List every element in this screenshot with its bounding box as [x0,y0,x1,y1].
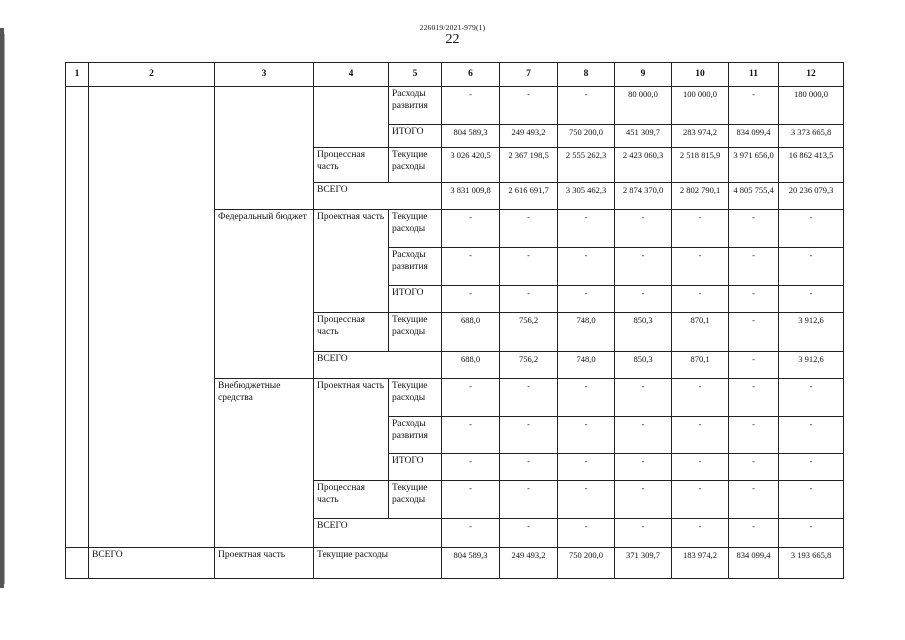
value-cell: - [442,87,500,125]
value-cell: - [500,481,558,519]
value-cell: - [615,454,672,481]
value-cell: - [615,286,672,313]
value-cell: - [729,210,779,248]
col-header: 3 [215,63,314,87]
header-row [66,63,844,87]
part-label: Процессная часть [314,148,389,183]
expense-type: ИТОГО [389,286,442,313]
value-cell: - [500,87,558,125]
expense-type: Текущие расходы [314,548,442,579]
value-cell: 850,3 [615,352,672,379]
part-label: Процессная часть [314,481,389,519]
value-cell: 688,0 [442,352,500,379]
total-label: ВСЕГО [314,352,442,379]
value-cell: - [442,248,500,286]
value-cell: 3 305 462,3 [558,183,615,210]
value-cell: 748,0 [558,352,615,379]
cell-col1 [66,87,89,548]
value-cell: - [779,519,844,548]
value-cell: 451 309,7 [615,125,672,148]
value-cell: - [500,210,558,248]
value-cell: - [615,417,672,454]
value-cell: 870,1 [672,352,729,379]
value-cell: - [442,481,500,519]
value-cell: 834 099,4 [729,548,779,579]
value-cell: - [558,417,615,454]
value-cell: - [558,481,615,519]
value-cell: 3 026 420,5 [442,148,500,183]
value-cell: - [672,248,729,286]
value-cell: - [729,248,779,286]
value-cell: - [779,379,844,417]
expense-type: Текущие расходы [389,210,442,248]
value-cell: - [442,454,500,481]
value-cell: - [779,481,844,519]
value-cell: - [558,454,615,481]
value-cell: - [672,481,729,519]
cell-col2 [89,87,215,548]
value-cell: - [779,454,844,481]
value-cell: - [729,519,779,548]
value-cell: - [500,248,558,286]
value-cell: 3 193 665,8 [779,548,844,579]
value-cell: 100 000,0 [672,87,729,125]
value-cell: - [779,417,844,454]
value-cell: - [558,210,615,248]
col-header: 9 [615,63,672,87]
col-header: 11 [729,63,779,87]
cell-col1 [66,548,89,579]
cell-col4 [314,87,389,148]
value-cell: 688,0 [442,313,500,352]
scan-edge-line [4,34,5,584]
col-header: 6 [442,63,500,87]
page-number: 22 [445,32,460,47]
value-cell: 3 912,6 [779,313,844,352]
value-cell: 371 309,7 [615,548,672,579]
source-label: Внебюджетные средства [215,379,314,548]
value-cell: 804 589,3 [442,548,500,579]
value-cell: - [672,417,729,454]
value-cell: - [615,519,672,548]
value-cell: 804 589,3 [442,125,500,148]
value-cell: - [729,379,779,417]
value-cell: - [779,248,844,286]
value-cell: 3 971 656,0 [729,148,779,183]
value-cell: - [558,248,615,286]
table-row [66,548,844,579]
value-cell: 2 874 370,0 [615,183,672,210]
value-cell: - [779,286,844,313]
part-label: Процессная часть [314,313,389,352]
col-header: 1 [66,63,89,87]
part-label: Проектная часть [314,210,389,313]
expense-type: Текущие расходы [389,148,442,183]
expense-type: Текущие расходы [389,379,442,417]
value-cell: 283 974,2 [672,125,729,148]
expense-type: ИТОГО [389,125,442,148]
col-header: 7 [500,63,558,87]
total-label: ВСЕГО [314,519,442,548]
value-cell: 183 974,2 [672,548,729,579]
value-cell: - [558,519,615,548]
expense-type: Текущие расходы [389,481,442,519]
value-cell: - [672,286,729,313]
col-header: 2 [89,63,215,87]
value-cell: 249 493,2 [500,125,558,148]
value-cell: 750 200,0 [558,125,615,148]
value-cell: - [442,519,500,548]
value-cell: - [442,379,500,417]
value-cell: 756,2 [500,352,558,379]
value-cell: 3 912,6 [779,352,844,379]
value-cell: 2 616 691,7 [500,183,558,210]
value-cell: 4 805 755,4 [729,183,779,210]
document-id: 226019/2021-979(1) [419,23,486,32]
expense-type: Расходы развития [389,87,442,125]
col-header: 4 [314,63,389,87]
value-cell: - [615,248,672,286]
value-cell: 750 200,0 [558,548,615,579]
value-cell: - [779,210,844,248]
value-cell: - [672,519,729,548]
col-header: 10 [672,63,729,87]
value-cell: - [729,286,779,313]
value-cell: 16 862 413,5 [779,148,844,183]
value-cell: - [615,379,672,417]
col-header: 12 [779,63,844,87]
value-cell: - [500,519,558,548]
value-cell: - [729,352,779,379]
value-cell: - [615,210,672,248]
total-label: ВСЕГО [314,183,442,210]
value-cell: - [558,87,615,125]
table-row [66,87,844,125]
col-header: 8 [558,63,615,87]
value-cell: - [500,417,558,454]
source-label: Федеральный бюджет [215,210,314,379]
expense-type: Текущие расходы [389,313,442,352]
value-cell: 850,3 [615,313,672,352]
value-cell: 2 802 790,1 [672,183,729,210]
value-cell: 80 000,0 [615,87,672,125]
value-cell: - [729,87,779,125]
value-cell: - [729,313,779,352]
value-cell: - [500,379,558,417]
value-cell: - [442,210,500,248]
col-header: 5 [389,63,442,87]
expense-type: Расходы развития [389,248,442,286]
value-cell: 756,2 [500,313,558,352]
value-cell: - [729,454,779,481]
grand-total-label: ВСЕГО [89,548,215,579]
value-cell: - [442,417,500,454]
part-label: Проектная часть [314,379,389,481]
value-cell: 3 373 665,8 [779,125,844,148]
value-cell: - [672,454,729,481]
value-cell: 3 831 009,8 [442,183,500,210]
value-cell: - [500,286,558,313]
value-cell: - [500,454,558,481]
value-cell: - [672,210,729,248]
value-cell: 834 099,4 [729,125,779,148]
value-cell: 180 000,0 [779,87,844,125]
value-cell: 20 236 079,3 [779,183,844,210]
value-cell: 2 555 262,3 [558,148,615,183]
value-cell: 870,1 [672,313,729,352]
expense-type: ИТОГО [389,454,442,481]
value-cell: - [615,481,672,519]
value-cell: - [558,286,615,313]
value-cell: - [672,379,729,417]
value-cell: - [729,417,779,454]
budget-table [65,62,844,579]
expense-type: Расходы развития [389,417,442,454]
value-cell: 2 518 815,9 [672,148,729,183]
value-cell: 249 493,2 [500,548,558,579]
value-cell: - [558,379,615,417]
value-cell: 2 423 060,3 [615,148,672,183]
part-label: Проектная часть [215,548,314,579]
value-cell: - [442,286,500,313]
cell-col3 [215,87,314,210]
value-cell: 2 367 198,5 [500,148,558,183]
value-cell: 748,0 [558,313,615,352]
value-cell: - [729,481,779,519]
